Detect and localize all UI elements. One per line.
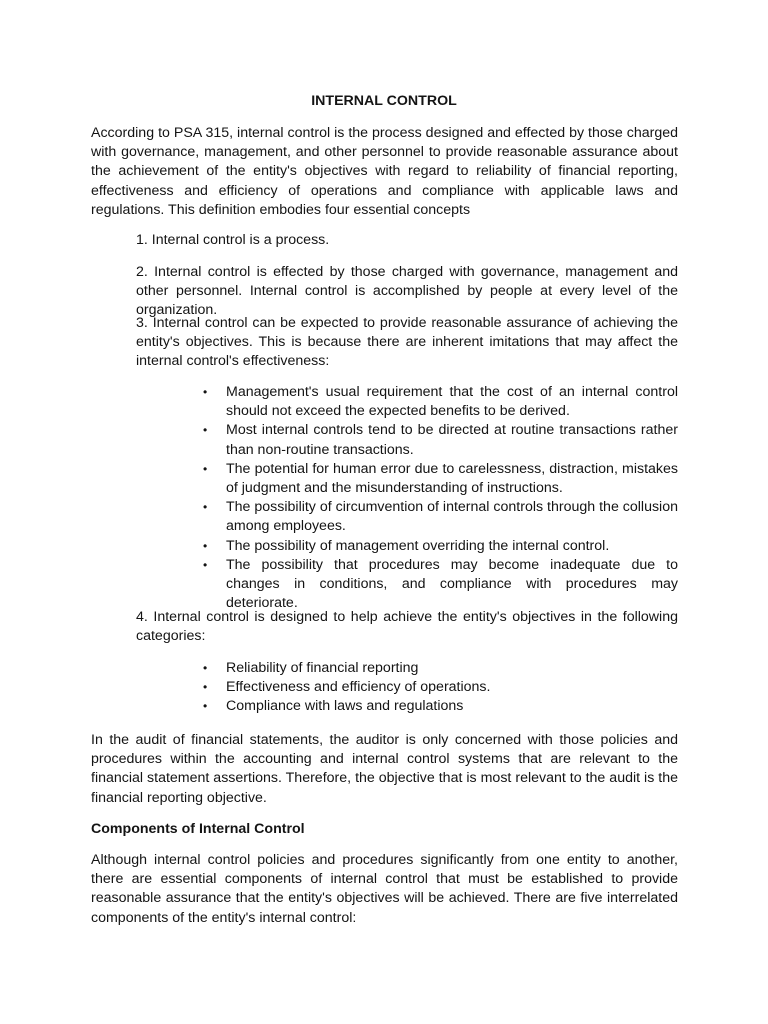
bullet-icon: •	[203, 680, 208, 695]
bullet-icon: •	[203, 557, 208, 572]
list-item-text: Compliance with laws and regulations	[226, 698, 464, 715]
list-item-text: Most internal controls tend to be directed at routine transactions rather than non-routine transactions.	[226, 422, 678, 458]
list-item-text: Management's usual requirement that the cost of an internal control should not exceed the expected benefits to be derived.	[226, 384, 678, 420]
bullet-icon: •	[203, 500, 208, 515]
list-item	[203, 460, 678, 498]
list-item-text: The possibility of management overriding the internal control.	[226, 537, 610, 554]
bullet-icon: •	[203, 661, 208, 675]
list-item	[203, 421, 678, 459]
components-paragraph: Although internal control policies and procedures significantly from one entity to another, there are essential components of internal control that must be established to provide reasonable assurance that the entity's objectives will be achieved. There are five interrelated components of the entity's internal control:	[91, 852, 678, 926]
page-title: INTERNAL CONTROL	[311, 93, 457, 109]
list-item	[203, 498, 678, 536]
limitations-list	[203, 383, 678, 613]
bullet-icon: •	[203, 423, 208, 438]
list-item-text: The possibility that procedures may become inadequate due to changes in conditions, and compliance with procedures may deteriorate.	[226, 556, 678, 612]
bullet-icon: •	[203, 385, 208, 399]
list-item	[203, 537, 678, 556]
list-item	[203, 383, 678, 421]
concept-1: 1. Internal control is a process.	[136, 232, 330, 248]
list-item	[203, 697, 678, 716]
list-item-text: The potential for human error due to carelessness, distraction, mistakes of judgment and the misunderstanding of instructions.	[226, 460, 678, 497]
components-heading: Components of Internal Control	[91, 821, 305, 837]
list-item-text: Reliability of financial reporting	[226, 660, 419, 676]
intro-paragraph: According to PSA 315, internal control is the process designed and effected by those charged with governance, management, and other personnel to provide reasonable assurance about the achievement of the entity's objectives with regard to reliability of financial reporting, effectiveness and efficiency of operations and compliance with applicable laws and regulations. This definition embodies four essential concepts	[91, 125, 678, 218]
concept-3: 3. Internal control can be expected to provide reasonable assurance of achieving the entity's objectives. This is because there are inherent imitations that may affect the internal control's effectiveness:	[136, 315, 678, 370]
bullet-icon: •	[203, 538, 208, 553]
list-item	[203, 556, 678, 614]
concept-4: 4. Internal control is designed to help achieve the entity's objectives in the following categories:	[136, 609, 678, 645]
list-item	[203, 659, 678, 678]
audit-paragraph: In the audit of financial statements, the auditor is only concerned with those policies and procedures within the accounting and internal control systems that are relevant to the financial statement assertions. Therefore, the objective that is most relevant to the audit is the financial reporting objective.	[91, 732, 678, 806]
list-item-text: Effectiveness and efficiency of operations.	[226, 679, 491, 696]
bullet-icon: •	[203, 461, 208, 476]
list-item-text: The possibility of circumvention of internal controls through the collusion among employees.	[226, 499, 678, 535]
concept-2: 2. Internal control is effected by those charged with governance, management and other personnel. Internal control is accomplished by people at every level of the organization.	[136, 264, 678, 319]
bullet-icon: •	[203, 699, 208, 714]
categories-list	[203, 659, 678, 717]
list-item	[203, 678, 678, 697]
